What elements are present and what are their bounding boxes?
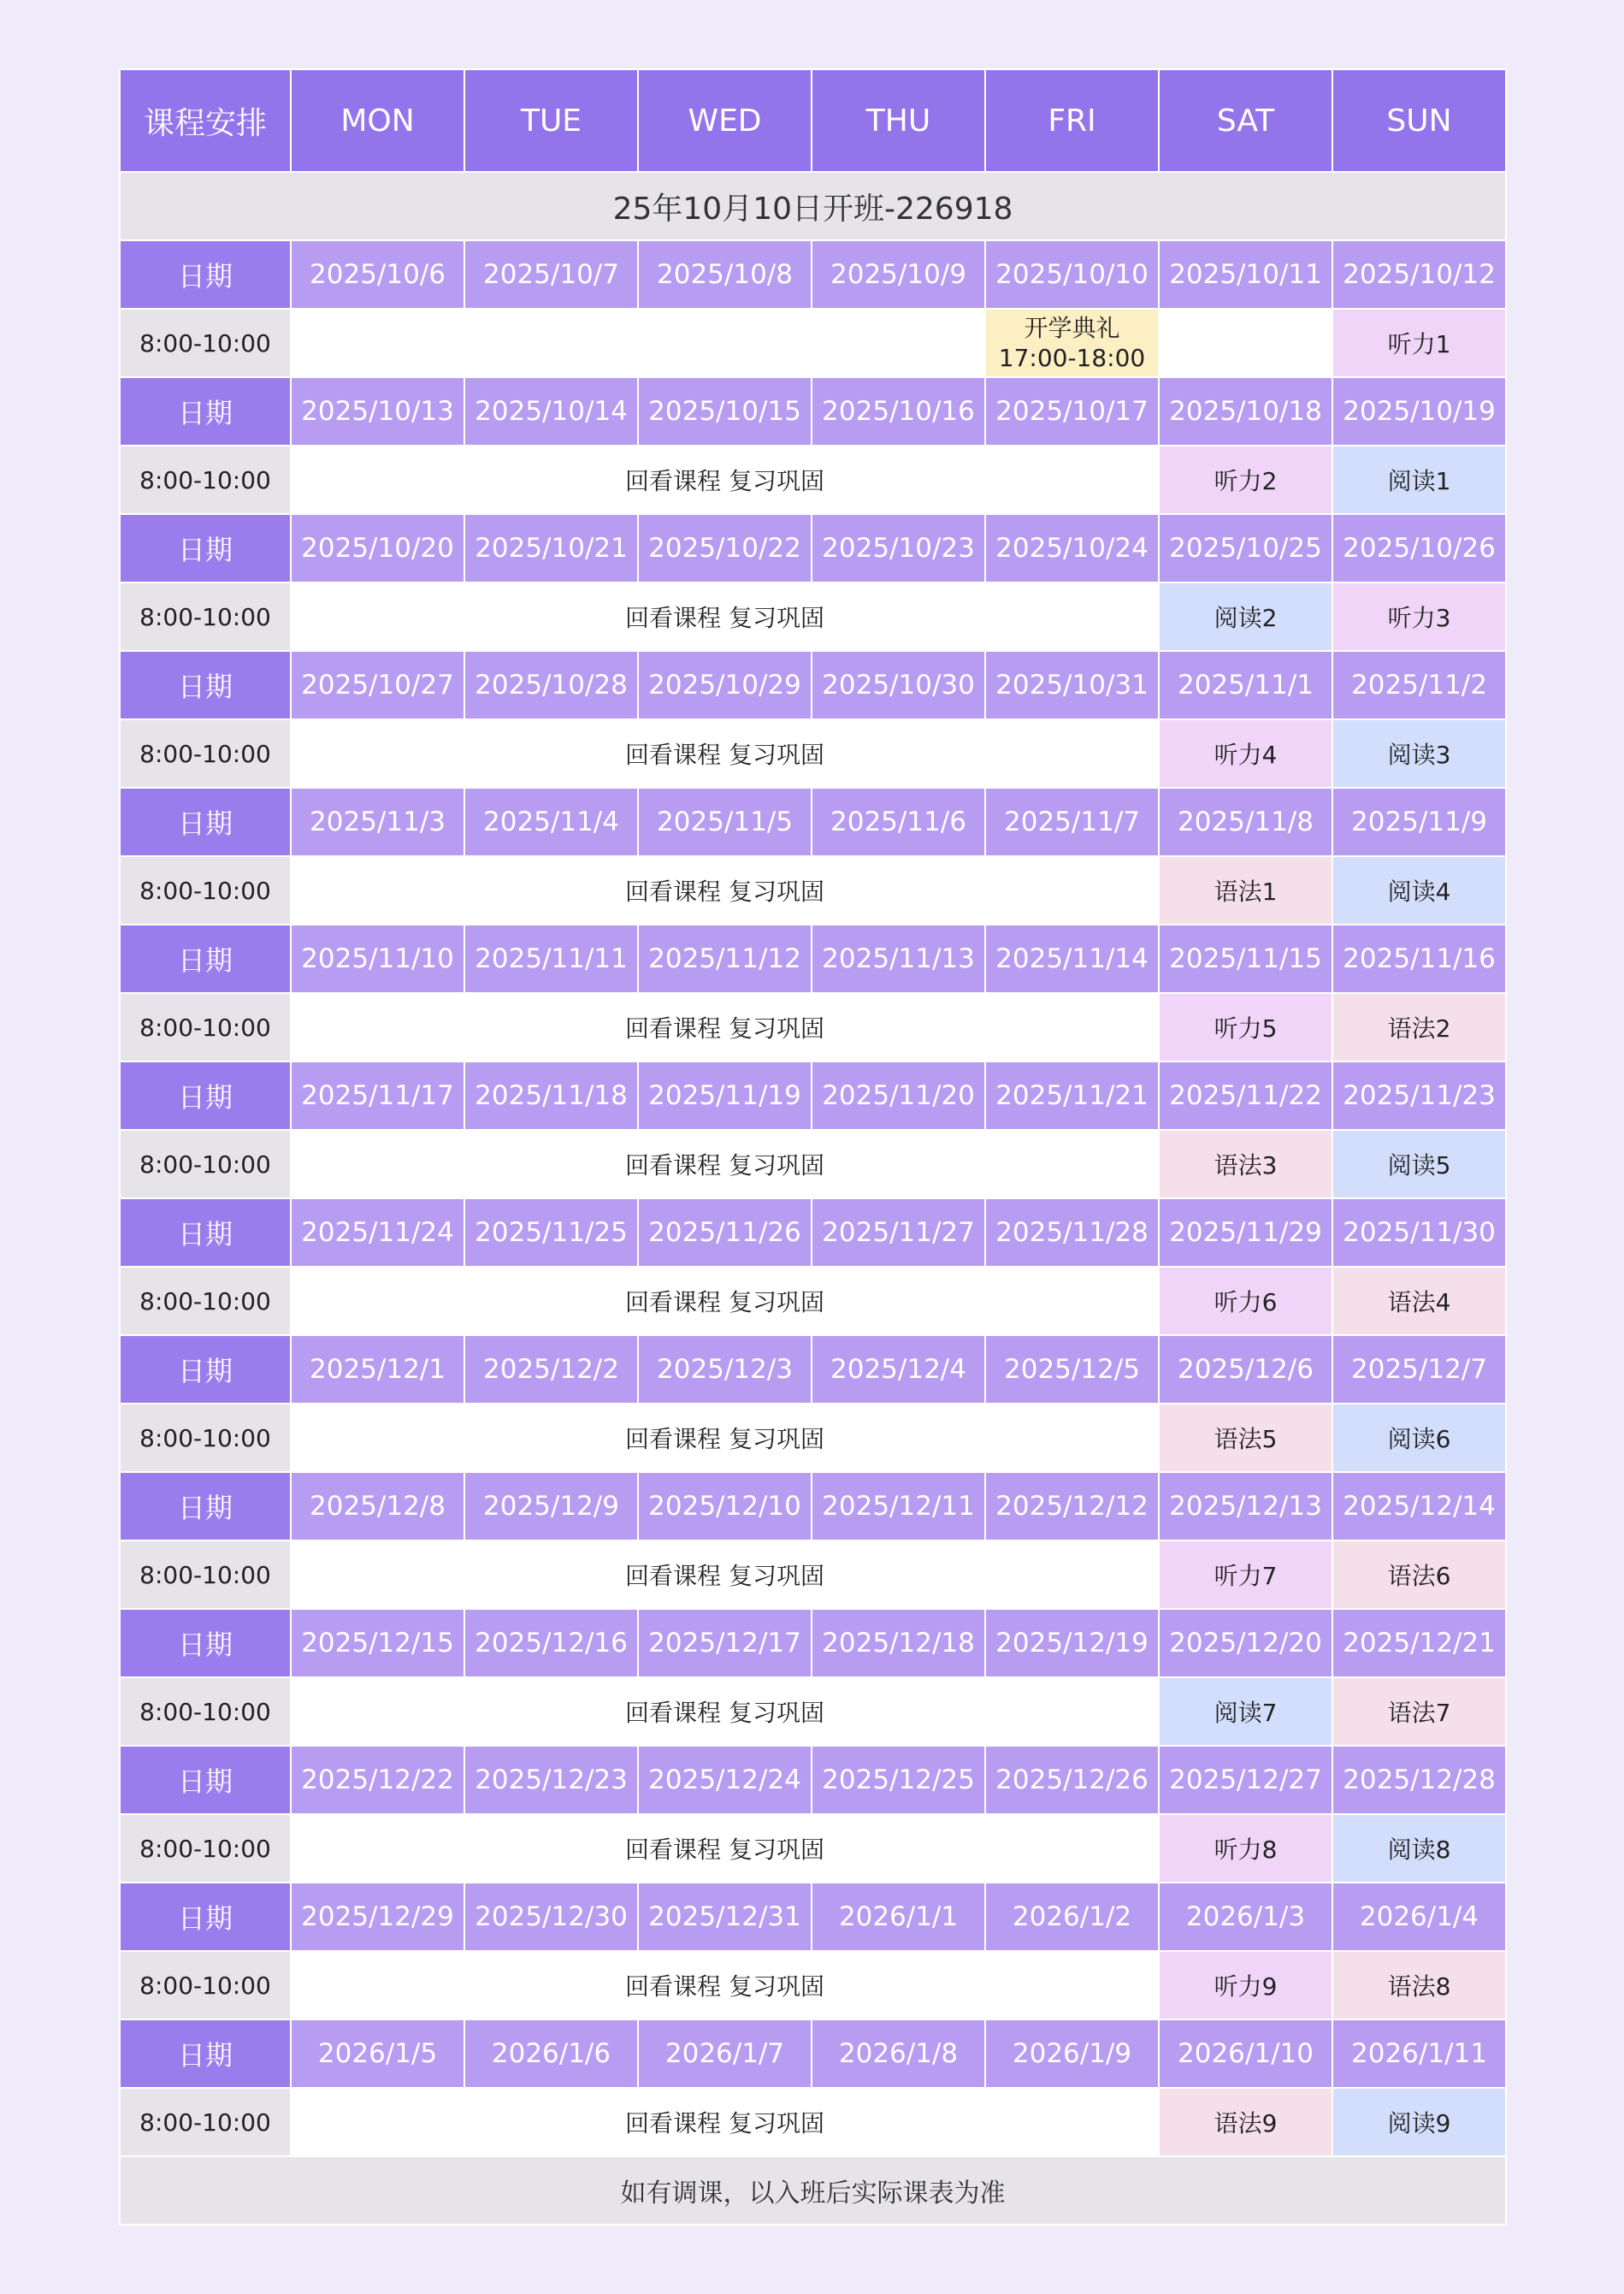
date-cell: 2025/10/31 bbox=[985, 651, 1159, 719]
opening-ceremony-cell bbox=[985, 309, 1159, 377]
date-cell: 2026/1/10 bbox=[1159, 2019, 1332, 2088]
date-cell: 2025/11/12 bbox=[638, 925, 812, 993]
sun-session-cell: 阅读1 bbox=[1332, 446, 1506, 514]
time-slot: 8:00-10:00 bbox=[120, 309, 291, 377]
weekday-review-cell: 回看课程 复习巩固 bbox=[291, 993, 1159, 1061]
time-slot: 8:00-10:00 bbox=[120, 993, 291, 1061]
time-slot: 8:00-10:00 bbox=[120, 2088, 291, 2156]
day-header-fri: FRI bbox=[985, 69, 1159, 172]
sun-session-cell: 语法7 bbox=[1332, 1677, 1506, 1746]
date-row bbox=[120, 788, 1506, 856]
session-row bbox=[120, 1540, 1506, 1609]
sun-session-cell: 语法2 bbox=[1332, 993, 1506, 1061]
date-row-label: 日期 bbox=[120, 1198, 291, 1267]
date-cell: 2025/10/17 bbox=[985, 377, 1159, 446]
date-row-label: 日期 bbox=[120, 1472, 291, 1540]
footer-note: 如有调课，以入班后实际课表为准 bbox=[120, 2156, 1506, 2225]
weekday-review-cell: 回看课程 复习巩固 bbox=[291, 582, 1159, 651]
session-row bbox=[120, 993, 1506, 1061]
date-cell: 2026/1/8 bbox=[812, 2019, 985, 2088]
time-slot: 8:00-10:00 bbox=[120, 1951, 291, 2019]
date-cell: 2025/10/26 bbox=[1332, 514, 1506, 582]
session-row bbox=[120, 1404, 1506, 1472]
date-row-label: 日期 bbox=[120, 377, 291, 446]
date-row bbox=[120, 2019, 1506, 2088]
date-cell: 2025/11/1 bbox=[1159, 651, 1332, 719]
sun-session-cell: 阅读3 bbox=[1332, 719, 1506, 788]
date-cell: 2025/11/21 bbox=[985, 1061, 1159, 1130]
date-cell: 2025/12/25 bbox=[812, 1746, 985, 1814]
weekday-review-cell: 回看课程 复习巩固 bbox=[291, 1677, 1159, 1746]
time-slot: 8:00-10:00 bbox=[120, 1267, 291, 1335]
date-row-label: 日期 bbox=[120, 1883, 291, 1951]
date-row bbox=[120, 1198, 1506, 1267]
date-cell: 2025/12/21 bbox=[1332, 1609, 1506, 1677]
date-cell: 2025/10/9 bbox=[812, 240, 985, 309]
date-cell: 2025/11/8 bbox=[1159, 788, 1332, 856]
weekday-review-cell: 回看课程 复习巩固 bbox=[291, 856, 1159, 925]
session-row bbox=[120, 1814, 1506, 1883]
header-row bbox=[120, 69, 1506, 172]
day-header-sat: SAT bbox=[1159, 69, 1332, 172]
date-cell: 2025/11/28 bbox=[985, 1198, 1159, 1267]
date-cell: 2025/12/12 bbox=[985, 1472, 1159, 1540]
weekday-review-cell: 回看课程 复习巩固 bbox=[291, 1404, 1159, 1472]
date-cell: 2026/1/2 bbox=[985, 1883, 1159, 1951]
date-cell: 2025/12/18 bbox=[812, 1609, 985, 1677]
date-cell: 2025/12/26 bbox=[985, 1746, 1159, 1814]
date-cell: 2025/10/6 bbox=[291, 240, 464, 309]
date-row bbox=[120, 1883, 1506, 1951]
time-slot: 8:00-10:00 bbox=[120, 1814, 291, 1883]
date-row-label: 日期 bbox=[120, 1746, 291, 1814]
date-cell: 2025/11/26 bbox=[638, 1198, 812, 1267]
date-cell: 2025/10/13 bbox=[291, 377, 464, 446]
date-row bbox=[120, 514, 1506, 582]
date-cell: 2025/11/15 bbox=[1159, 925, 1332, 993]
date-row-label: 日期 bbox=[120, 2019, 291, 2088]
session-row bbox=[120, 1951, 1506, 2019]
date-cell: 2025/11/24 bbox=[291, 1198, 464, 1267]
session-row bbox=[120, 446, 1506, 514]
weekday-review-cell: 回看课程 复习巩固 bbox=[291, 719, 1159, 788]
date-cell: 2025/10/16 bbox=[812, 377, 985, 446]
date-cell: 2025/11/13 bbox=[812, 925, 985, 993]
date-cell: 2025/12/29 bbox=[291, 1883, 464, 1951]
sat-session-cell: 语法9 bbox=[1159, 2088, 1332, 2156]
opening-ceremony-title: 开学典礼 bbox=[1024, 314, 1120, 342]
date-row-label: 日期 bbox=[120, 1335, 291, 1404]
date-row bbox=[120, 1472, 1506, 1540]
date-row bbox=[120, 651, 1506, 719]
date-cell: 2025/12/4 bbox=[812, 1335, 985, 1404]
schedule-body bbox=[120, 69, 1506, 2225]
day-header-wed: WED bbox=[638, 69, 812, 172]
date-cell: 2025/10/28 bbox=[464, 651, 638, 719]
date-cell: 2025/11/4 bbox=[464, 788, 638, 856]
class-banner: 25年10月10日开班-226918 bbox=[120, 172, 1506, 240]
session-row bbox=[120, 1130, 1506, 1198]
date-cell: 2025/10/10 bbox=[985, 240, 1159, 309]
date-cell: 2025/12/28 bbox=[1332, 1746, 1506, 1814]
date-cell: 2025/10/22 bbox=[638, 514, 812, 582]
date-cell: 2025/11/25 bbox=[464, 1198, 638, 1267]
weekday-review-cell: 回看课程 复习巩固 bbox=[291, 2088, 1159, 2156]
date-cell: 2026/1/3 bbox=[1159, 1883, 1332, 1951]
date-cell: 2025/12/31 bbox=[638, 1883, 812, 1951]
sun-session-cell: 阅读8 bbox=[1332, 1814, 1506, 1883]
time-slot: 8:00-10:00 bbox=[120, 582, 291, 651]
session-row bbox=[120, 719, 1506, 788]
sun-session-cell: 语法6 bbox=[1332, 1540, 1506, 1609]
date-cell: 2025/11/14 bbox=[985, 925, 1159, 993]
sat-session-cell: 语法5 bbox=[1159, 1404, 1332, 1472]
date-cell: 2025/10/11 bbox=[1159, 240, 1332, 309]
date-cell: 2025/11/27 bbox=[812, 1198, 985, 1267]
date-cell: 2026/1/4 bbox=[1332, 1883, 1506, 1951]
date-cell: 2025/12/2 bbox=[464, 1335, 638, 1404]
date-row bbox=[120, 240, 1506, 309]
date-cell: 2025/10/21 bbox=[464, 514, 638, 582]
session-row bbox=[120, 856, 1506, 925]
date-cell: 2025/12/10 bbox=[638, 1472, 812, 1540]
date-cell: 2026/1/1 bbox=[812, 1883, 985, 1951]
day-header-tue: TUE bbox=[464, 69, 638, 172]
session-row bbox=[120, 2088, 1506, 2156]
sun-session-cell: 语法4 bbox=[1332, 1267, 1506, 1335]
sun-session-cell: 阅读5 bbox=[1332, 1130, 1506, 1198]
date-row-label: 日期 bbox=[120, 1061, 291, 1130]
sat-session-cell: 听力4 bbox=[1159, 719, 1332, 788]
sun-session-cell: 阅读9 bbox=[1332, 2088, 1506, 2156]
date-cell: 2025/10/30 bbox=[812, 651, 985, 719]
date-cell: 2025/12/16 bbox=[464, 1609, 638, 1677]
weekday-review-cell: 回看课程 复习巩固 bbox=[291, 446, 1159, 514]
date-cell: 2025/11/29 bbox=[1159, 1198, 1332, 1267]
date-cell: 2025/11/20 bbox=[812, 1061, 985, 1130]
sat-session-cell: 听力7 bbox=[1159, 1540, 1332, 1609]
date-cell: 2025/10/29 bbox=[638, 651, 812, 719]
date-cell: 2025/12/14 bbox=[1332, 1472, 1506, 1540]
time-slot: 8:00-10:00 bbox=[120, 1540, 291, 1609]
date-cell: 2025/12/22 bbox=[291, 1746, 464, 1814]
date-cell: 2025/12/9 bbox=[464, 1472, 638, 1540]
corner-title: 课程安排 bbox=[120, 69, 291, 172]
date-row-label: 日期 bbox=[120, 240, 291, 309]
banner-row bbox=[120, 172, 1506, 240]
date-cell: 2025/12/6 bbox=[1159, 1335, 1332, 1404]
sat-session-cell bbox=[1159, 309, 1332, 377]
sat-session-cell: 听力9 bbox=[1159, 1951, 1332, 2019]
day-header-thu: THU bbox=[812, 69, 985, 172]
day-header-sun: SUN bbox=[1332, 69, 1506, 172]
time-slot: 8:00-10:00 bbox=[120, 446, 291, 514]
date-cell: 2025/12/17 bbox=[638, 1609, 812, 1677]
date-row-label: 日期 bbox=[120, 651, 291, 719]
date-row-label: 日期 bbox=[120, 925, 291, 993]
sun-session-cell: 听力3 bbox=[1332, 582, 1506, 651]
date-cell: 2025/11/5 bbox=[638, 788, 812, 856]
session-row bbox=[120, 582, 1506, 651]
sat-session-cell: 语法1 bbox=[1159, 856, 1332, 925]
date-cell: 2025/11/3 bbox=[291, 788, 464, 856]
date-cell: 2025/10/15 bbox=[638, 377, 812, 446]
sun-session-cell: 阅读6 bbox=[1332, 1404, 1506, 1472]
date-cell: 2026/1/9 bbox=[985, 2019, 1159, 2088]
sat-session-cell: 阅读7 bbox=[1159, 1677, 1332, 1746]
weekday-review-cell: 回看课程 复习巩固 bbox=[291, 1130, 1159, 1198]
time-slot: 8:00-10:00 bbox=[120, 856, 291, 925]
date-cell: 2025/11/2 bbox=[1332, 651, 1506, 719]
session-row bbox=[120, 1677, 1506, 1746]
day-header-mon: MON bbox=[291, 69, 464, 172]
date-row bbox=[120, 1746, 1506, 1814]
date-row-label: 日期 bbox=[120, 514, 291, 582]
date-cell: 2025/12/8 bbox=[291, 1472, 464, 1540]
sat-session-cell: 听力8 bbox=[1159, 1814, 1332, 1883]
date-cell: 2025/10/25 bbox=[1159, 514, 1332, 582]
date-cell: 2025/11/6 bbox=[812, 788, 985, 856]
date-cell: 2025/10/20 bbox=[291, 514, 464, 582]
sun-session-cell: 阅读4 bbox=[1332, 856, 1506, 925]
footer-row bbox=[120, 2156, 1506, 2225]
date-cell: 2025/11/9 bbox=[1332, 788, 1506, 856]
date-cell: 2026/1/7 bbox=[638, 2019, 812, 2088]
date-cell: 2025/12/7 bbox=[1332, 1335, 1506, 1404]
date-cell: 2025/12/20 bbox=[1159, 1609, 1332, 1677]
date-cell: 2025/11/10 bbox=[291, 925, 464, 993]
date-cell: 2025/10/18 bbox=[1159, 377, 1332, 446]
weekday-review-cell: 回看课程 复习巩固 bbox=[291, 1540, 1159, 1609]
date-cell: 2025/12/13 bbox=[1159, 1472, 1332, 1540]
date-cell: 2025/10/8 bbox=[638, 240, 812, 309]
date-row bbox=[120, 377, 1506, 446]
date-cell: 2026/1/6 bbox=[464, 2019, 638, 2088]
session-row bbox=[120, 1267, 1506, 1335]
date-cell: 2025/10/24 bbox=[985, 514, 1159, 582]
date-cell: 2025/11/19 bbox=[638, 1061, 812, 1130]
date-cell: 2025/11/23 bbox=[1332, 1061, 1506, 1130]
date-cell: 2025/10/14 bbox=[464, 377, 638, 446]
date-cell: 2025/12/27 bbox=[1159, 1746, 1332, 1814]
date-cell: 2025/12/11 bbox=[812, 1472, 985, 1540]
date-cell: 2025/10/19 bbox=[1332, 377, 1506, 446]
date-cell: 2026/1/5 bbox=[291, 2019, 464, 2088]
date-cell: 2025/11/11 bbox=[464, 925, 638, 993]
date-cell: 2025/11/16 bbox=[1332, 925, 1506, 993]
date-cell: 2025/12/15 bbox=[291, 1609, 464, 1677]
date-cell: 2025/12/30 bbox=[464, 1883, 638, 1951]
date-cell: 2025/10/23 bbox=[812, 514, 985, 582]
date-cell: 2025/11/17 bbox=[291, 1061, 464, 1130]
date-cell: 2025/11/18 bbox=[464, 1061, 638, 1130]
sun-session-cell: 听力1 bbox=[1332, 309, 1506, 377]
date-cell: 2025/10/12 bbox=[1332, 240, 1506, 309]
date-cell: 2025/11/7 bbox=[985, 788, 1159, 856]
weekday-review-cell: 回看课程 复习巩固 bbox=[291, 1951, 1159, 2019]
weekday-review-cell: 回看课程 复习巩固 bbox=[291, 1267, 1159, 1335]
date-row bbox=[120, 925, 1506, 993]
date-cell: 2025/12/5 bbox=[985, 1335, 1159, 1404]
date-row bbox=[120, 1609, 1506, 1677]
date-row bbox=[120, 1335, 1506, 1404]
date-cell: 2025/12/24 bbox=[638, 1746, 812, 1814]
date-cell: 2025/10/7 bbox=[464, 240, 638, 309]
sat-session-cell: 听力2 bbox=[1159, 446, 1332, 514]
opening-ceremony-time: 17:00-18:00 bbox=[998, 344, 1146, 372]
course-schedule-table bbox=[119, 68, 1507, 2226]
date-cell: 2026/1/11 bbox=[1332, 2019, 1506, 2088]
date-row bbox=[120, 1061, 1506, 1130]
date-row-label: 日期 bbox=[120, 788, 291, 856]
date-cell: 2025/12/3 bbox=[638, 1335, 812, 1404]
sun-session-cell: 语法8 bbox=[1332, 1951, 1506, 2019]
date-cell: 2025/12/23 bbox=[464, 1746, 638, 1814]
empty-weekday-cell bbox=[291, 309, 985, 377]
time-slot: 8:00-10:00 bbox=[120, 1677, 291, 1746]
time-slot: 8:00-10:00 bbox=[120, 1404, 291, 1472]
weekday-review-cell: 回看课程 复习巩固 bbox=[291, 1814, 1159, 1883]
sat-session-cell: 阅读2 bbox=[1159, 582, 1332, 651]
sat-session-cell: 听力5 bbox=[1159, 993, 1332, 1061]
sat-session-cell: 语法3 bbox=[1159, 1130, 1332, 1198]
date-cell: 2025/11/30 bbox=[1332, 1198, 1506, 1267]
date-cell: 2025/12/1 bbox=[291, 1335, 464, 1404]
session-row bbox=[120, 309, 1506, 377]
time-slot: 8:00-10:00 bbox=[120, 1130, 291, 1198]
date-cell: 2025/10/27 bbox=[291, 651, 464, 719]
time-slot: 8:00-10:00 bbox=[120, 719, 291, 788]
sat-session-cell: 听力6 bbox=[1159, 1267, 1332, 1335]
date-cell: 2025/11/22 bbox=[1159, 1061, 1332, 1130]
date-cell: 2025/12/19 bbox=[985, 1609, 1159, 1677]
date-row-label: 日期 bbox=[120, 1609, 291, 1677]
